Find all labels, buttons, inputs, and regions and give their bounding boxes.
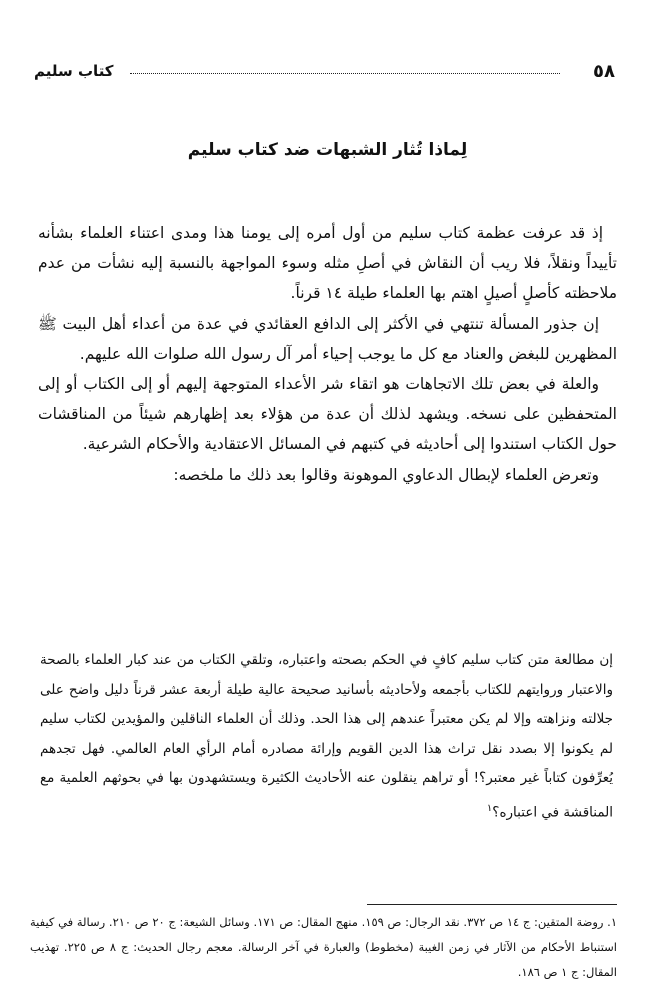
page-header — [34, 58, 615, 84]
paragraph: وتعرض العلماء لإبطال الدعاوي الموهونة وقالوا بعد ذلك ما ملخصه: — [173, 465, 599, 484]
running-title: كتاب سليم — [34, 62, 114, 80]
paragraph: إن جذور المسألة تنتهي في الأكثر إلى الدافع العقائدي في عدة من أعداء أهل البيت ﷺ المظهرين للبغض والعناد مع كل ما يوجب إحياء أمر آل رسول الله صلوات الله عليهم. — [38, 314, 617, 363]
footnote-marker: ١ — [486, 802, 493, 814]
block-quote — [40, 646, 613, 828]
section-heading: لِماذا تُثار الشبهات ضد كتاب سليم — [187, 140, 468, 160]
paragraph: إذ قد عرفت عظمة كتاب سليم من أول أمره إلى يومنا هذا ومدى اعتناء العلماء بشأنه تأييداً ونقلاً، فلا ريب أن النقاش في أصلِ مثله وسوء المواجهة بالنسبة إليه نشأت من عدم ملاحظته كأصلٍ أصيلٍ اهتم بها العلماء طيلة ١٤ قرناً. — [38, 224, 617, 303]
footnote-divider — [367, 904, 617, 905]
footnotes — [30, 910, 617, 985]
quote-text: إن مطالعة متن كتاب سليم كافٍ في الحكم بصحته واعتباره، وتلقي الكتاب من عند كبار العلماء بالصحة والاعتبار وروايتهم للكتاب بأجمعه ولأحاديثه بأسانيد صحيحة عالية طيلة أربعة عشر قرناً دليل واضح على جلالته ونزاهته وإلا لم يكن معتبراً عندهم إلى هذا الحد. وذلك أن العلماء الناقلين والمؤيدين لكتاب سليم لم يكونوا إلا بصدد نقل تراث هذا الدين القويم وإرائة مصادره أمام الرأي العام العالمي. فهل تجدهم يُعرِّفون كتاباً غير معتبر؟! أو تراهم ينقلون عنه الأحاديث الكثيرة ويستشهدون بها في بحوثهم العلمية مع المناقشة في اعتباره؟ — [40, 652, 613, 820]
paragraph: والعلة في بعض تلك الاتجاهات هو اتقاء شر الأعداء المتوجهة إليهم أو إلى الكتاب أو إلى المتحفظين على نسخه. ويشهد لذلك أن عدة من هؤلاء بعد إظهارهم شيئاً من المناقشات حول الكتاب استندوا إلى أحاديثه في كتبهم في المسائل الاعتقادية والأحكام الشرعية. — [38, 375, 617, 454]
page-number: ٥٨ — [593, 60, 615, 82]
header-divider — [130, 73, 560, 74]
footnote-item: ١. روضة المتقين: ج ١٤ ص ٣٧٢. نقد الرجال: ص ١٥٩. منهج المقال: ص ١٧١. وسائل الشيعة: ج ٢٠ ص ٢١٠. رسالة في كيفية استنباط الأحكام من الآثار في زمن الغيبة (مخطوط) والعبارة في آخر الرسالة. معجم رجال الحديث: ج ٨ ص ٢٢٥. تهذيب المقال: ج ١ ص ١٨٦. — [30, 915, 618, 979]
body-text — [38, 218, 617, 490]
